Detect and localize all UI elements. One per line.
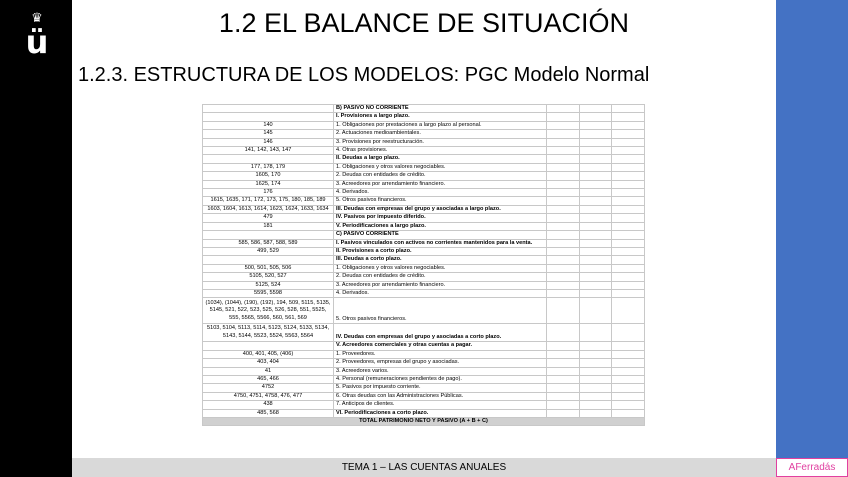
account-codes-cell: 146 [203, 138, 334, 146]
amount-cell [612, 401, 645, 409]
amount-cell [547, 222, 580, 230]
amount-cell [612, 273, 645, 281]
amount-cell [612, 247, 645, 255]
account-codes-cell: 479 [203, 214, 334, 222]
account-codes-cell: 181 [203, 222, 334, 230]
amount-cell [612, 121, 645, 129]
table-row [203, 324, 645, 342]
table-row [203, 239, 645, 247]
line-item-cell: 6. Otras deudas con las Administraciones Públicas. [334, 392, 547, 400]
account-codes-cell: 177, 178, 179 [203, 163, 334, 171]
amount-cell [547, 342, 580, 350]
amount-cell [612, 281, 645, 289]
amount-cell [580, 113, 612, 121]
amount-cell [547, 155, 580, 163]
account-codes-cell: 403, 404 [203, 359, 334, 367]
line-item-cell: IV. Deudas con empresas del grupo y asociadas a corto plazo. [334, 324, 547, 342]
table-row [203, 222, 645, 230]
amount-cell [547, 197, 580, 205]
table-row [203, 392, 645, 400]
amount-cell [580, 264, 612, 272]
account-codes-cell: 4750, 4751, 4758, 476, 477 [203, 392, 334, 400]
account-codes-cell: 1615, 1635, 171, 172, 173, 175, 180, 185, 189 [203, 197, 334, 205]
line-item-cell: 2. Deudas con entidades de crédito. [334, 273, 547, 281]
amount-cell [547, 231, 580, 239]
amount-cell [580, 189, 612, 197]
line-item-cell: 4. Derivados. [334, 289, 547, 297]
amount-cell [547, 172, 580, 180]
line-item-cell: II. Deudas a largo plazo. [334, 155, 547, 163]
line-item-cell: I. Provisiones a largo plazo. [334, 113, 547, 121]
amount-cell [612, 256, 645, 264]
amount-cell [580, 256, 612, 264]
amount-cell [580, 239, 612, 247]
amount-cell [580, 298, 612, 324]
account-codes-cell: 41 [203, 367, 334, 375]
amount-cell [580, 197, 612, 205]
amount-cell [547, 384, 580, 392]
account-codes-cell: 1625, 174 [203, 180, 334, 188]
account-codes-cell: 499, 529 [203, 247, 334, 255]
table-row [203, 401, 645, 409]
line-item-cell: I. Pasivos vinculados con activos no corrientes mantenidos para la venta. [334, 239, 547, 247]
account-codes-cell: 5103, 5104, 5113, 5114, 5123, 5124, 5133, 5134, 5143, 5144, 5523, 5524, 5563, 5564 [203, 324, 334, 342]
amount-cell [580, 350, 612, 358]
amount-cell [612, 147, 645, 155]
line-item-cell: 2. Proveedores, empresas del grupo y asociadas. [334, 359, 547, 367]
amount-cell [547, 264, 580, 272]
line-item-cell: V. Periodificaciones a largo plazo. [334, 222, 547, 230]
amount-cell [580, 130, 612, 138]
line-item-cell: 7. Anticipos de clientes. [334, 401, 547, 409]
amount-cell [580, 384, 612, 392]
account-codes-cell: 400, 401, 405, (406) [203, 350, 334, 358]
amount-cell [547, 409, 580, 417]
account-codes-cell [203, 113, 334, 121]
amount-cell [612, 214, 645, 222]
account-codes-cell: 1603, 1604, 1613, 1614, 1623, 1624, 1633, 1634 [203, 205, 334, 213]
account-codes-cell: 438 [203, 401, 334, 409]
amount-cell [612, 138, 645, 146]
table-row [203, 264, 645, 272]
line-item-cell: 4. Derivados. [334, 189, 547, 197]
table-row [203, 231, 645, 239]
line-item-cell: 5. Otros pasivos financieros. [334, 197, 547, 205]
line-item-cell: 2. Actuaciones medioambientales. [334, 130, 547, 138]
table-row [203, 105, 645, 113]
table-row [203, 342, 645, 350]
account-codes-cell: 4752 [203, 384, 334, 392]
line-item-cell: C) PASIVO CORRIENTE [334, 231, 547, 239]
table-row [203, 409, 645, 417]
amount-cell [612, 231, 645, 239]
table-row [203, 350, 645, 358]
footer-text: TEMA 1 – LAS CUENTAS ANUALES [341, 462, 507, 473]
amount-cell [580, 289, 612, 297]
line-item-cell: 2. Deudas con entidades de crédito. [334, 172, 547, 180]
line-item-cell: VI. Periodificaciones a corto plazo. [334, 409, 547, 417]
balance-table [202, 104, 644, 426]
amount-cell [580, 367, 612, 375]
footer [72, 458, 776, 477]
amount-cell [580, 273, 612, 281]
account-codes-cell [203, 342, 334, 350]
amount-cell [547, 359, 580, 367]
amount-cell [580, 392, 612, 400]
account-codes-cell: 1605, 170 [203, 172, 334, 180]
amount-cell [612, 180, 645, 188]
amount-cell [547, 147, 580, 155]
account-codes-cell: 585, 586, 587, 588, 589 [203, 239, 334, 247]
table-row [203, 367, 645, 375]
amount-cell [547, 256, 580, 264]
table-row [203, 214, 645, 222]
amount-cell [547, 180, 580, 188]
amount-cell [547, 392, 580, 400]
amount-cell [580, 105, 612, 113]
amount-cell [612, 239, 645, 247]
total-row [203, 418, 645, 426]
amount-cell [547, 205, 580, 213]
left-sidebar [0, 0, 72, 477]
line-item-cell: III. Deudas a corto plazo. [334, 256, 547, 264]
line-item-cell: 4. Personal (remuneraciones pendientes de pago). [334, 375, 547, 383]
slide-subtitle: 1.2.3. ESTRUCTURA DE LOS MODELOS: PGC Modelo Normal [78, 64, 650, 86]
account-codes-cell [203, 155, 334, 163]
amount-cell [547, 121, 580, 129]
table-row [203, 113, 645, 121]
amount-cell [547, 289, 580, 297]
amount-cell [612, 298, 645, 324]
amount-cell [612, 189, 645, 197]
table-row [203, 121, 645, 129]
balance-table-body [203, 105, 645, 426]
amount-cell [547, 324, 580, 342]
amount-cell [547, 298, 580, 324]
slide-title: 1.2 EL BALANCE DE SITUACIÓN [218, 8, 630, 38]
account-codes-cell [203, 105, 334, 113]
amount-cell [547, 375, 580, 383]
account-codes-cell: 140 [203, 121, 334, 129]
line-item-cell: 3. Acreedores por arrendamiento financiero. [334, 281, 547, 289]
amount-cell [612, 172, 645, 180]
table-row [203, 197, 645, 205]
amount-cell [580, 180, 612, 188]
table-row [203, 205, 645, 213]
amount-cell [612, 155, 645, 163]
university-crest-icon: ♛ ü [25, 11, 49, 61]
line-item-cell: 5. Otros pasivos financieros. [334, 298, 547, 324]
amount-cell [580, 172, 612, 180]
line-item-cell: 4. Otras provisiones. [334, 147, 547, 155]
amount-cell [612, 375, 645, 383]
amount-cell [547, 189, 580, 197]
account-codes-cell: 176 [203, 189, 334, 197]
amount-cell [547, 163, 580, 171]
table-row [203, 375, 645, 383]
line-item-cell: 1. Obligaciones y otros valores negociables. [334, 264, 547, 272]
amount-cell [580, 375, 612, 383]
amount-cell [580, 231, 612, 239]
amount-cell [612, 222, 645, 230]
account-codes-cell: (1034), (1044), (190), (192), 194, 509, 5115, 5135, 5145, 521, 522, 523, 525, 526, 528, 551, 5525, 555, 5565, 5566, 560, 561, 569 [203, 298, 334, 324]
amount-cell [612, 205, 645, 213]
amount-cell [580, 401, 612, 409]
amount-cell [580, 138, 612, 146]
amount-cell [580, 214, 612, 222]
amount-cell [612, 197, 645, 205]
amount-cell [612, 367, 645, 375]
amount-cell [580, 409, 612, 417]
line-item-cell: 1. Obligaciones y otros valores negociables. [334, 163, 547, 171]
line-item-cell: 3. Acreedores por arrendamiento financiero. [334, 180, 547, 188]
amount-cell [580, 155, 612, 163]
right-accent-bar [776, 0, 848, 458]
amount-cell [612, 163, 645, 171]
line-item-cell: II. Provisiones a corto plazo. [334, 247, 547, 255]
amount-cell [612, 384, 645, 392]
amount-cell [612, 105, 645, 113]
account-codes-cell: 145 [203, 130, 334, 138]
amount-cell [580, 247, 612, 255]
table-row [203, 163, 645, 171]
table-row [203, 359, 645, 367]
account-codes-cell [203, 256, 334, 264]
amount-cell [612, 342, 645, 350]
account-codes-cell: 5125, 524 [203, 281, 334, 289]
amount-cell [547, 239, 580, 247]
amount-cell [580, 359, 612, 367]
amount-cell [547, 214, 580, 222]
amount-cell [580, 147, 612, 155]
amount-cell [612, 392, 645, 400]
table-row [203, 138, 645, 146]
total-label: TOTAL PATRIMONIO NETO Y PASIVO (A + B + C) [203, 418, 645, 426]
line-item-cell: IV. Pasivos por impuesto diferido. [334, 214, 547, 222]
amount-cell [612, 130, 645, 138]
line-item-cell: 1. Obligaciones por prestaciones a largo plazo al personal. [334, 121, 547, 129]
line-item-cell: 3. Provisiones por reestructuración. [334, 138, 547, 146]
amount-cell [547, 105, 580, 113]
amount-cell [612, 409, 645, 417]
amount-cell [580, 281, 612, 289]
line-item-cell: 5. Pasivos por impuesto corriente. [334, 384, 547, 392]
table-row [203, 172, 645, 180]
amount-cell [547, 350, 580, 358]
amount-cell [580, 121, 612, 129]
amount-cell [580, 205, 612, 213]
amount-cell [612, 289, 645, 297]
amount-cell [547, 401, 580, 409]
amount-cell [580, 324, 612, 342]
amount-cell [547, 273, 580, 281]
account-codes-cell: 485, 568 [203, 409, 334, 417]
table-row [203, 289, 645, 297]
table-row [203, 247, 645, 255]
line-item-cell: 1. Proveedores. [334, 350, 547, 358]
account-codes-cell: 5105, 520, 527 [203, 273, 334, 281]
account-codes-cell: 5595, 5598 [203, 289, 334, 297]
table-row [203, 130, 645, 138]
account-codes-cell: 500, 501, 505, 506 [203, 264, 334, 272]
amount-cell [547, 130, 580, 138]
account-codes-cell: 465, 466 [203, 375, 334, 383]
line-item-cell: V. Acreedores comerciales y otras cuentas a pagar. [334, 342, 547, 350]
amount-cell [612, 113, 645, 121]
amount-cell [547, 138, 580, 146]
account-codes-cell: 141, 142, 143, 147 [203, 147, 334, 155]
line-item-cell: B) PASIVO NO CORRIENTE [334, 105, 547, 113]
line-item-cell: III. Deudas con empresas del grupo y asociadas a largo plazo. [334, 205, 547, 213]
table-row [203, 384, 645, 392]
table-row [203, 155, 645, 163]
amount-cell [612, 359, 645, 367]
table-row [203, 189, 645, 197]
amount-cell [547, 247, 580, 255]
brand-badge: AFerradás [776, 458, 848, 477]
line-item-cell: 3. Acreedores varios. [334, 367, 547, 375]
table-row [203, 273, 645, 281]
amount-cell [612, 350, 645, 358]
amount-cell [612, 264, 645, 272]
table-row [203, 298, 645, 324]
table-row [203, 147, 645, 155]
amount-cell [612, 324, 645, 342]
account-codes-cell [203, 231, 334, 239]
amount-cell [547, 367, 580, 375]
table-row [203, 281, 645, 289]
amount-cell [547, 113, 580, 121]
amount-cell [580, 222, 612, 230]
amount-cell [580, 342, 612, 350]
table-row [203, 180, 645, 188]
amount-cell [547, 281, 580, 289]
amount-cell [580, 163, 612, 171]
table-row [203, 256, 645, 264]
